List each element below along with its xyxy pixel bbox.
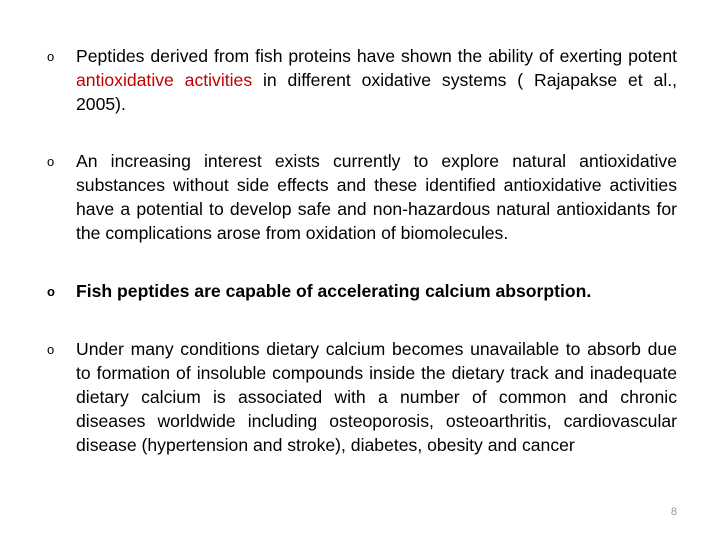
bullet-item-dietary-calcium xyxy=(47,337,677,457)
bullet-text: Under many conditions dietary calcium becomes unavailable to absorb due to formation of insoluble compounds inside the dietary track and inadequate dietary calcium is associated with a number of common and chronic diseases worldwide including osteoporosis, osteoarthritis, cardiovascular disease (hypertension and stroke), diabetes, obesity and cancer xyxy=(76,339,677,455)
bullet-item-natural-antioxidants xyxy=(47,149,677,245)
bullet-item-calcium-absorption xyxy=(47,279,677,303)
bullet-list xyxy=(47,44,677,457)
bullet-item-antioxidative xyxy=(47,44,677,116)
bullet-text-end: in different oxidative systems ( Rajapakse et al., 2005). xyxy=(76,70,678,114)
bullet-text: Fish peptides are capable of accelerating calcium absorption. xyxy=(76,281,592,301)
highlighted-phrase: antioxidative activities xyxy=(76,70,253,90)
bullet-marker: o xyxy=(47,49,55,64)
bullet-marker: o xyxy=(47,284,55,299)
page-number: 8 xyxy=(670,506,677,518)
bullet-marker: o xyxy=(47,154,55,169)
bullet-marker: o xyxy=(47,342,55,357)
bullet-text: An increasing interest exists currently to explore natural antioxidative substances without side effects and these identified antioxidative activities have a potential to develop safe and non-hazardous natural antioxidants for the complications arose from oxidation of biomolecules. xyxy=(76,151,677,243)
bullet-text-start: Peptides derived from fish proteins have shown the ability of exerting potent xyxy=(76,46,677,66)
